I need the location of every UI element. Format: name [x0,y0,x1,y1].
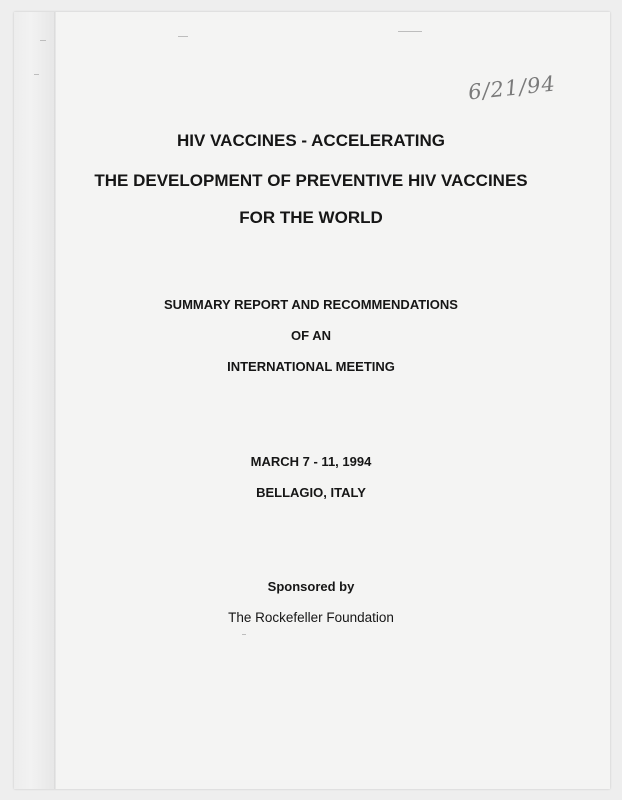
sponsor-name: The Rockefeller Foundation [228,610,394,625]
handwritten-date: 6/21/94 [466,71,557,105]
subtitle-line-3: INTERNATIONAL MEETING [227,359,395,374]
scan-speck [178,36,188,37]
title-line-1: HIV VACCINES - ACCELERATING [177,131,445,150]
meeting-dates: MARCH 7 - 11, 1994 [250,454,372,469]
title-line-3: FOR THE WORLD [239,208,383,227]
subtitle-line-1: SUMMARY REPORT AND RECOMMENDATIONS [164,297,458,312]
paper-sheet [14,12,610,789]
scan-speck [40,40,46,41]
meeting-location: BELLAGIO, ITALY [256,485,366,500]
scan-speck [398,31,422,32]
title-line-2: THE DEVELOPMENT OF PREVENTIVE HIV VACCINES [94,171,528,190]
subtitle-line-2: OF AN [291,328,331,343]
sponsor-label: Sponsored by [267,579,355,594]
binding-edge [14,12,56,789]
scan-speck [242,634,246,635]
binding-fold-line [54,12,55,789]
scan-speck [34,74,39,75]
